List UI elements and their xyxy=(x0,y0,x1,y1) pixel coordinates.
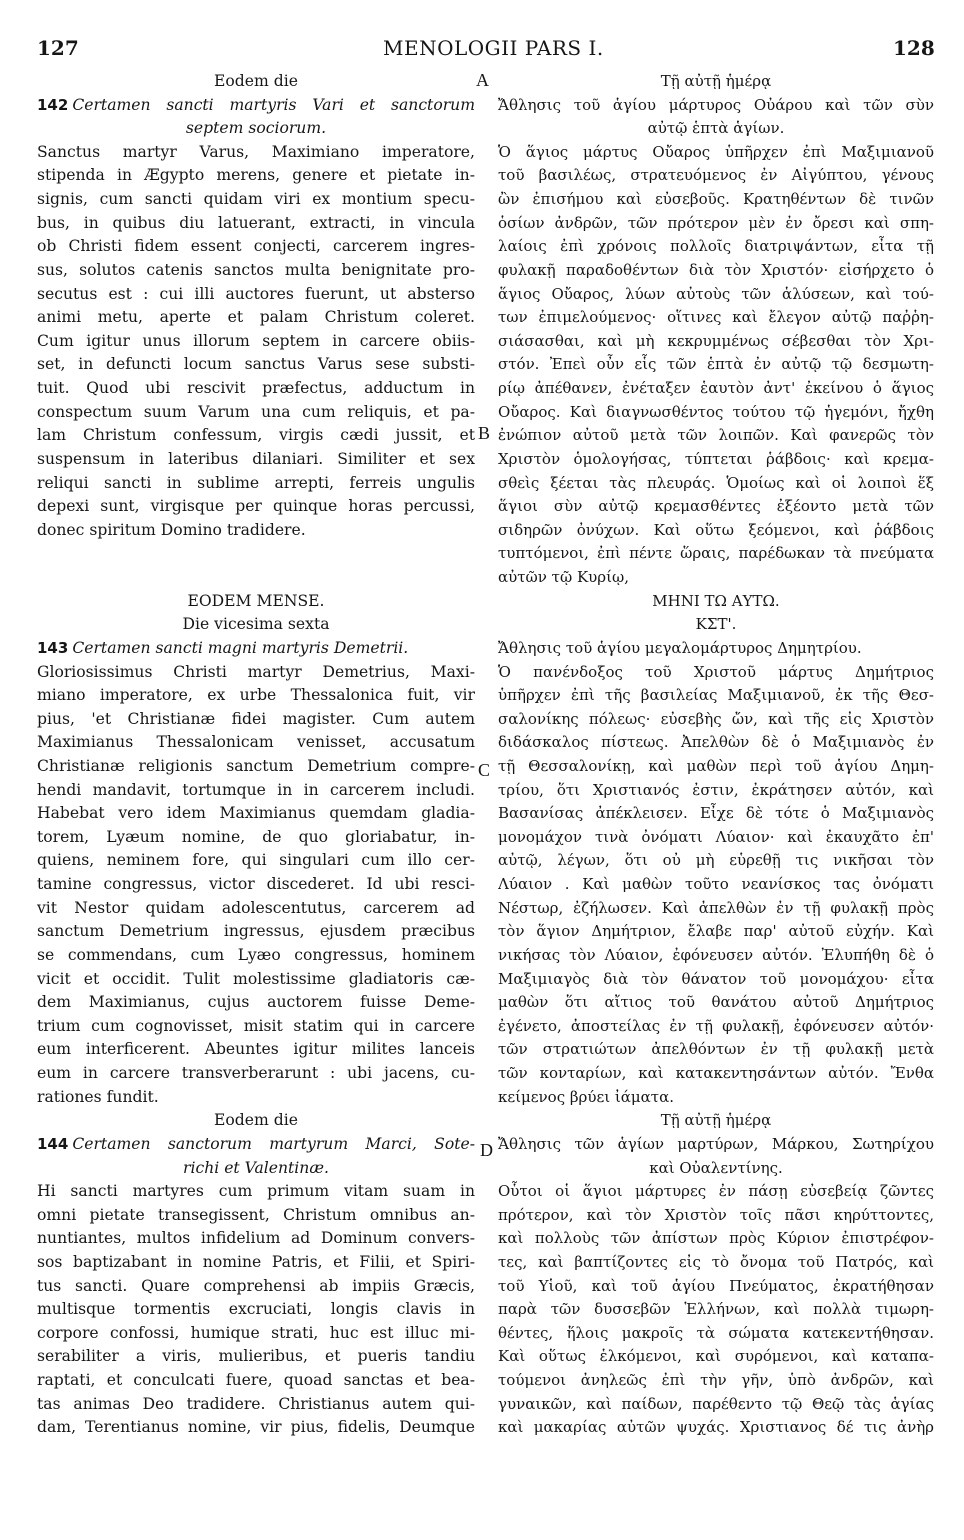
latin-text-line xyxy=(37,566,475,590)
greek-text-line xyxy=(498,495,934,519)
latin-line-text: raptati, et conculcati fuere, quoad sanctas et bea- xyxy=(37,1371,475,1390)
latin-text-line xyxy=(37,661,475,685)
greek-text-line xyxy=(498,448,934,472)
greek-text-line xyxy=(498,1062,934,1086)
latin-text-line xyxy=(37,1204,475,1228)
greek-line-text: τὸν ἅγιον Δημήτριον, ἔλαβε παρ' αὐτοῦ εὐχήν. Καὶ xyxy=(498,922,934,941)
greek-line-text: Οὔαρος. Καὶ διαγνωσθέντος τούτου τῷ ἡγεμόνι, ἤχθη xyxy=(498,402,934,421)
latin-text-line xyxy=(37,1062,475,1086)
greek-line-text: ἅγιοι σὺν αὐτῷ κρεμασθέντες ἐξέοντο μετὰ τῶν xyxy=(498,497,934,516)
greek-line-text: σιάσασθαι, καὶ μὴ κεκρυμμένως σέβεσθαι τὸν Χρι- xyxy=(498,331,934,350)
latin-line-text: Eodem die xyxy=(214,72,298,90)
latin-line-text: richi et Valentinæ. xyxy=(183,1158,329,1177)
greek-text-line xyxy=(498,542,934,566)
greek-text-line xyxy=(498,1157,934,1181)
greek-text-line xyxy=(498,70,934,94)
latin-line-text: reliqui sancti in sublime arrepti, ferreis ungulis xyxy=(37,473,475,492)
greek-line-text: Μαξιμιαγὸς διὰ τὸν θάνατον τοῦ μονομάχου· εἶτα xyxy=(498,969,934,988)
margin-letter-c: C xyxy=(478,760,491,780)
greek-text-line xyxy=(498,920,934,944)
greek-line-text: αὐτῷ ἑπτὰ ἁγίων. xyxy=(647,119,785,138)
latin-text-line xyxy=(37,377,475,401)
greek-line-text: των ἐπιμελούμενος· οἵτινες καὶ ἔλεγον αὐτῷ παῤῥη- xyxy=(498,308,934,327)
greek-line-text: σιδηρῶν ὀνύχων. Καὶ οὕτω ξεόμενοι, καὶ ῥάβδοις xyxy=(498,520,934,539)
greek-line-text: ἐγένετο, ἀποστείλας ἐν τῇ φυλακῇ, ἐφόνευσεν αὐτόν· xyxy=(498,1016,934,1035)
latin-line-text: septem sociorum. xyxy=(185,119,327,138)
latin-line-text: EODEM MENSE. xyxy=(187,591,325,610)
latin-line-text: Hi sancti martyres cum primum vitam suam in xyxy=(37,1182,475,1201)
latin-text-line xyxy=(37,826,475,850)
latin-text-line xyxy=(37,306,475,330)
latin-text-line xyxy=(37,684,475,708)
greek-line-text: ὢν ἐπισήμου καὶ εὐσεβοῦς. Κρατηθέντων δὲ τινῶν xyxy=(498,190,934,209)
latin-line-text: quiens, neminem fore, qui singulari cum illo cer- xyxy=(37,851,475,870)
greek-text-line xyxy=(498,1322,934,1346)
greek-line-text: Τῇ αὐτῇ ἡμέρᾳ xyxy=(660,72,772,90)
greek-text-line xyxy=(498,164,934,188)
greek-line-text: τῇ Θεσσαλονίκῃ, καὶ μαθὼν περὶ τοῦ ἁγίου Δημη- xyxy=(498,756,934,775)
greek-text-line xyxy=(498,1109,934,1133)
latin-line-text: serabiliter a viris, mulieribus, et pueris tandiu xyxy=(37,1347,475,1366)
greek-line-text: ΜΗΝΙ ΤΩ ΑΥΤΩ. xyxy=(652,591,780,610)
greek-text-line xyxy=(498,1227,934,1251)
latin-line-text: tamine congressus, victor discederet. Id ubi resci- xyxy=(37,875,475,894)
greek-text-line xyxy=(498,944,934,968)
greek-text-line xyxy=(498,117,934,141)
greek-text-line xyxy=(498,1180,934,1204)
greek-line-text: τῶν στρατιώτων ἀπελθόντων ἐν τῇ φυλακῇ μετὰ xyxy=(498,1040,934,1059)
latin-line-text: Die vicesima sexta xyxy=(182,615,330,634)
latin-text-line xyxy=(37,1322,475,1346)
latin-text-line xyxy=(37,873,475,897)
entry-number: 144 xyxy=(37,1134,69,1153)
latin-text-line xyxy=(37,1038,475,1062)
latin-text-line xyxy=(37,94,475,118)
margin-letter-b: B xyxy=(478,423,491,443)
latin-line-text: Sanctus martyr Varus, Maximiano imperatore, xyxy=(37,142,475,161)
latin-text-line xyxy=(37,164,475,188)
greek-line-text: στόν. Ἐπεὶ οὖν εἷς τῶν ἑπτὰ ἐν αὐτῷ τῷ δεσμωτη- xyxy=(498,355,934,374)
greek-line-text: μονομάχον τινὰ ὀνόματι Λύαιον· καὶ ἐκαυχᾶτο ἐπ' xyxy=(498,827,934,846)
latin-text-line xyxy=(37,637,475,661)
latin-line-text: eum in carcere transverberarunt : ubi jacens, cu- xyxy=(37,1064,475,1083)
latin-line-text: pius, 'et Christianæ fidei magister. Cum autem xyxy=(37,709,475,728)
latin-line-text: conspectum suum Varum una cum reliquis, et pa- xyxy=(37,402,475,421)
greek-line-text: τοῦ βασιλέως, στρατευόμενος ἐν Αἰγύπτου, γένους xyxy=(498,166,934,185)
latin-text-line xyxy=(37,1275,475,1299)
greek-line-text: ρίῳ ἀπέθανεν, ἐνέταξεν ἑαυτὸν ἀντ' ἐκείνου ὁ ἅγιος xyxy=(498,379,934,398)
greek-line-text: λαίοις ἐπὶ χρόνοις πολλοῖς διατριψάντων, εἶτα τῇ xyxy=(498,237,934,256)
latin-line-text: Certamen sancti magni martyris Demetrii. xyxy=(72,638,409,657)
latin-text-line xyxy=(37,1298,475,1322)
latin-line-text: sus, solutos catenis sanctos multa benignitate pro- xyxy=(37,260,475,279)
greek-text-line xyxy=(498,1298,934,1322)
greek-line-text: φυλακῇ παραδοθέντων διὰ τὸν Χριστόν· εἰσήρχετο ὁ xyxy=(498,260,934,279)
greek-text-line xyxy=(498,424,934,448)
greek-line-text: Καὶ οὕτως ἑλκόμενοι, καὶ συρόμενοι, καὶ καταπα- xyxy=(498,1347,934,1366)
latin-line-text: miano imperatore, ex urbe Thessalonica fuit, vir xyxy=(37,686,475,705)
greek-text-line xyxy=(498,991,934,1015)
greek-text-line xyxy=(498,1345,934,1369)
greek-line-text: Ἄθλησις τοῦ ἁγίου μεγαλομάρτυρος Δημητρίου. xyxy=(498,638,862,657)
greek-text-line xyxy=(498,613,934,637)
greek-line-text: Λύαιον . Καὶ μαθὼν τοῦτο νεανίσκος τας ὀνόματι xyxy=(498,875,934,894)
latin-line-text: multisque tormentis excruciati, longis clavis in xyxy=(37,1300,475,1319)
greek-text-line xyxy=(498,1416,934,1440)
greek-text-line xyxy=(498,897,934,921)
greek-text-line xyxy=(498,1369,934,1393)
greek-text-line xyxy=(498,779,934,803)
latin-text-line xyxy=(37,802,475,826)
latin-text-line xyxy=(37,330,475,354)
latin-line-text: Certamen sanctorum martyrum Marci, Sote- xyxy=(72,1134,475,1153)
latin-text-line xyxy=(37,1416,475,1440)
latin-line-text: se commendans, cum Lyæo congressus, hominem xyxy=(37,945,475,964)
latin-line-text: suspensum in lateribus dilaniari. Similiter et sex xyxy=(37,449,475,468)
latin-text-line xyxy=(37,1369,475,1393)
greek-line-text: τῶν κονταρίων, καὶ κατακεντησάντων αὐτόν. Ἔνθα xyxy=(498,1064,934,1083)
greek-line-text: σθεὶς ξέεται τὰς πλευράς. Ὁμοίως καὶ οἱ λοιποὶ ἕξ xyxy=(498,473,934,492)
latin-line-text: Maximianus Thessalonicam venisset, accusatum xyxy=(37,733,475,752)
greek-text-line xyxy=(498,590,934,614)
latin-line-text: sanctum Demetrium ingressus, ejusdem præcibus xyxy=(37,922,475,941)
greek-text-line xyxy=(498,472,934,496)
latin-text-line xyxy=(37,1393,475,1417)
greek-line-text: Ὁ ἅγιος μάρτυς Οὔαρος ὑπῆρχεν ἐπὶ Μαξιμιανοῦ xyxy=(498,142,934,161)
latin-text-line xyxy=(37,259,475,283)
latin-text-line xyxy=(37,1157,475,1181)
latin-line-text: corpore confossi, humique strati, huc est illuc mi- xyxy=(37,1323,475,1342)
latin-line-text: lam Christum confessum, virgis cædi jussit, et xyxy=(37,426,475,445)
latin-text-line xyxy=(37,117,475,141)
latin-text-line xyxy=(37,613,475,637)
greek-line-text: τούμενοι ἀνηλεῶς ἐπὶ τὴν γῆν, ὑπὸ ἀνδρῶν, καὶ xyxy=(498,1371,934,1390)
greek-line-text: παρὰ τῶν δυσσεβῶν Ἑλλήνων, καὶ πολλὰ τιμωρη- xyxy=(498,1300,934,1319)
latin-text-line xyxy=(37,542,475,566)
latin-line-text: secutus est : cui illi auctores fuerunt, ut absterso xyxy=(37,284,475,303)
latin-text-line xyxy=(37,1251,475,1275)
greek-text-line xyxy=(498,1015,934,1039)
latin-text-line xyxy=(37,708,475,732)
greek-line-text: μαθὼν ὅτι αἴτιος τοῦ θανάτου αὐτοῦ Δημήτριος xyxy=(498,993,934,1012)
latin-text-line xyxy=(37,70,475,94)
greek-text-line xyxy=(498,802,934,826)
greek-text-line xyxy=(498,330,934,354)
page-number-right: 128 xyxy=(893,36,935,60)
latin-line-text: tuit. Quod ubi rescivit præfectus, adductum in xyxy=(37,379,475,398)
greek-text-line xyxy=(498,849,934,873)
latin-line-text: Christianæ religionis sanctum Demetrium compre- xyxy=(37,756,475,775)
latin-line-text: sos baptizabant in nomine Patris, et Filii, et Spiri- xyxy=(37,1253,475,1271)
latin-line-text: Eodem die xyxy=(214,1111,298,1130)
latin-line-text: torem, Lyæum nomine, de quo gloriabatur, in- xyxy=(37,827,475,846)
latin-text-line xyxy=(37,141,475,165)
greek-text-line xyxy=(498,661,934,685)
latin-line-text: ob Christi fidem essent conjecti, carcerem ingres- xyxy=(37,237,475,256)
latin-text-line xyxy=(37,1345,475,1369)
latin-text-line xyxy=(37,1180,475,1204)
greek-text-line xyxy=(498,283,934,307)
greek-line-text: κείμενος βρύει ἰάματα. xyxy=(498,1087,674,1106)
latin-line-text: stipenda in Ægypto merens, genere et pietate in- xyxy=(37,166,475,185)
greek-line-text: καὶ Οὐαλεντίνης. xyxy=(649,1158,783,1177)
latin-text-line xyxy=(37,188,475,212)
latin-text-line xyxy=(37,944,475,968)
greek-text-line xyxy=(498,188,934,212)
greek-text-line xyxy=(498,259,934,283)
greek-text-line xyxy=(498,235,934,259)
latin-text-line xyxy=(37,424,475,448)
greek-text-line xyxy=(498,1038,934,1062)
margin-letter-d: D xyxy=(480,1140,493,1160)
greek-text-line xyxy=(498,1275,934,1299)
greek-text-line xyxy=(498,684,934,708)
greek-line-text: πρότερον, καὶ τὸν Χριστὸν τοῖς πᾶσι κηρύττοντες, xyxy=(498,1205,934,1224)
latin-line-text: Cum igitur unus illorum septem in carcere obiis- xyxy=(37,331,475,350)
latin-text-line xyxy=(37,353,475,377)
greek-text-line xyxy=(498,826,934,850)
latin-text-line xyxy=(37,1015,475,1039)
greek-line-text: Νέστωρ, ἐζήλωσεν. Καὶ ἀπελθὼν ἐν τῇ φυλακῇ πρὸς xyxy=(498,898,934,917)
page-number-left: 127 xyxy=(37,36,79,60)
latin-text-line xyxy=(37,779,475,803)
greek-line-text: αὐτῷ, λέγων, ὅτι οὐ μὴ εὑρεθῇ τις νικῆσαι τὸν xyxy=(498,851,934,870)
latin-text-line xyxy=(37,495,475,519)
greek-text-line xyxy=(498,141,934,165)
greek-line-text: καὶ πολλοὺς τῶν ἀπίστων πρὸς Κύριον ἐπιστρέφον- xyxy=(498,1229,934,1248)
greek-line-text: γυναικῶν, καὶ παίδων, παρέθεντο τῷ Θεῷ τὰς ἁγίας xyxy=(498,1394,934,1413)
latin-text-line xyxy=(37,590,475,614)
greek-text-line xyxy=(498,1204,934,1228)
latin-line-text: donec spiritum Domino tradidere. xyxy=(37,520,306,539)
latin-text-line xyxy=(37,755,475,779)
greek-line-text: τοῦ Υἱοῦ, καὶ τοῦ ἁγίου Πνεύματος, ἐκρατήθησαν xyxy=(498,1276,934,1295)
latin-line-text: trium cum cognovisset, misit statim qui in carcere xyxy=(37,1016,475,1035)
latin-text-line xyxy=(37,897,475,921)
latin-text-line xyxy=(37,448,475,472)
latin-line-text: Certamen sancti martyris Vari et sanctorum xyxy=(72,95,475,114)
margin-letter-a: A xyxy=(476,70,489,90)
latin-line-text: animi metu, aperte et palam Christum coleret. xyxy=(37,308,475,327)
latin-line-text: omni pietate transegissent, Christum omnibus an- xyxy=(37,1205,475,1224)
greek-line-text: ὁσίων ἀνδρῶν, τῶν πρότερον μὲν ἐν ὄρεσι καὶ σπη- xyxy=(498,213,934,232)
entry-number: 142 xyxy=(37,95,69,114)
latin-text-line xyxy=(37,1086,475,1110)
greek-text-line xyxy=(498,755,934,779)
latin-text-line xyxy=(37,401,475,425)
greek-text-line xyxy=(498,708,934,732)
latin-text-line xyxy=(37,920,475,944)
latin-line-text: dem Maximianus, cujus auctorem fuisse Deme- xyxy=(37,993,475,1012)
latin-line-text: bus, in quibus diu latuerant, extracti, in vincula xyxy=(37,213,475,232)
latin-text-line xyxy=(37,519,475,543)
greek-line-text: σαλονίκης πόλεως· εὐσεβὴς ὤν, καὶ τῆς εἰς Χριστὸν xyxy=(498,709,934,728)
greek-text-line xyxy=(498,377,934,401)
greek-line-text: ἐνώπιον αὐτοῦ μετὰ τῶν λοιπῶν. Καὶ φανερῶς τὸν xyxy=(498,426,934,445)
latin-line-text: tus sancti. Quare comprehensi ab impiis Græcis, xyxy=(37,1276,475,1295)
greek-text-line xyxy=(498,1133,934,1157)
greek-text-line xyxy=(498,1393,934,1417)
greek-text-line xyxy=(498,566,934,590)
latin-text-line xyxy=(37,283,475,307)
greek-text-line xyxy=(498,353,934,377)
greek-line-text: Ἄθλησις τῶν ἁγίων μαρτύρων, Μάρκου, Σωτηρίχου xyxy=(498,1134,934,1153)
greek-text-line xyxy=(498,637,934,661)
latin-text-line xyxy=(37,235,475,259)
latin-text-line xyxy=(37,991,475,1015)
latin-line-text: nuntiantes, multos infidelium ad Dominum convers- xyxy=(37,1229,475,1248)
latin-line-text: Gloriosissimus Christi martyr Demetrius, Maxi- xyxy=(37,662,475,681)
greek-text-line xyxy=(498,1251,934,1275)
greek-line-text: Χριστὸν ὁμολογήσας, τύπτεται ῥάβδοις· καὶ κρεμα- xyxy=(498,449,934,468)
greek-line-text: ΚΣΤ'. xyxy=(695,615,737,634)
greek-text-line xyxy=(498,401,934,425)
greek-line-text: αὐτῶν τῷ Κυρίῳ, xyxy=(498,568,629,587)
greek-text-line xyxy=(498,1086,934,1110)
latin-line-text: hendi mandavit, tortumque in in carcerem includi. xyxy=(37,780,475,799)
latin-text-line xyxy=(37,849,475,873)
greek-text-line xyxy=(498,519,934,543)
greek-line-text: τυπτόμενοι, ἐπὶ πέντε ὥραις, παρέδωκαν τὰ πνεύματα xyxy=(498,544,934,563)
latin-text-line xyxy=(37,212,475,236)
greek-line-text: διδάσκαλος πίστεως. Ἀπελθὼν δὲ ὁ Μαξιμιανὸς ἐν xyxy=(498,733,934,752)
latin-text-line xyxy=(37,731,475,755)
greek-line-text: τρίου, ὅτι Χριστιανός ἐστιν, ἐκράτησεν αὐτόν, καὶ xyxy=(498,780,934,799)
running-title: MENOLOGII PARS I. xyxy=(383,36,604,60)
greek-text-line xyxy=(498,306,934,330)
greek-text-line xyxy=(498,731,934,755)
greek-line-text: Τῇ αὐτῇ ἡμέρᾳ xyxy=(660,1111,772,1130)
greek-line-text: νικήσας τὸν Λύαιον, ἐφόνευσεν αὐτόν. Ἐλυπήθη δὲ ὁ xyxy=(498,945,934,964)
latin-text-line xyxy=(37,1133,475,1157)
latin-line-text: vit Nestor quidam adolescentutus, carcerem ad xyxy=(37,898,475,917)
latin-line-text: Habebat vero idem Maximianus quemdam gladia- xyxy=(37,804,475,823)
latin-line-text: set, in defuncti locum sanctus Varus sese substi- xyxy=(37,355,475,374)
greek-line-text: Βασανίσας ἀπέκλεισεν. Εἶχε δὲ τότε ὁ Μαξιμιανὸς xyxy=(498,804,934,823)
latin-line-text: rationes fundit. xyxy=(37,1087,159,1106)
greek-text-line xyxy=(498,94,934,118)
latin-text-line xyxy=(37,1227,475,1251)
greek-line-text: καὶ μακαρίας αὐτῶν ψυχάς. Χριστιανος δέ τις ἀνὴρ xyxy=(498,1418,934,1437)
greek-line-text: Ὁ πανένδοξος τοῦ Χριστοῦ μάρτυς Δημήτριος xyxy=(498,662,934,681)
latin-text-line xyxy=(37,1109,475,1133)
latin-line-text: tas animas Deo tradidere. Christianus autem qui- xyxy=(37,1394,475,1413)
latin-line-text: dam, Terentianus nomine, vir pius, fidelis, Deumque xyxy=(37,1418,475,1437)
greek-line-text: τες, καὶ βαπτίζοντες εἰς τὸ ὄνομα τοῦ Πατρός, καὶ xyxy=(498,1253,934,1271)
greek-line-text: Ἄθλησις τοῦ ἁγίου μάρτυρος Οὐάρου καὶ τῶν σὺν xyxy=(498,95,934,114)
greek-line-text: ἅγιος Οὔαρος, λύων αὐτοὺς τῶν ἁλύσεων, καὶ τού- xyxy=(498,284,934,303)
latin-text-line xyxy=(37,472,475,496)
greek-text-line xyxy=(498,968,934,992)
latin-line-text: depexi sunt, virgisque per quinque horas percussi, xyxy=(37,497,475,516)
greek-text-line xyxy=(498,873,934,897)
greek-line-text: Οὗτοι οἱ ἅγιοι μάρτυρες ἐν πάσῃ εὐσεβείᾳ ζῶντες xyxy=(498,1182,934,1201)
entry-number: 143 xyxy=(37,638,69,657)
latin-line-text: eum interficerent. Abeuntes igitur milites lanceis xyxy=(37,1040,475,1059)
latin-text-line xyxy=(37,968,475,992)
latin-line-text: vicit et occidit. Tulit molestissime gladiatoris cæ- xyxy=(37,969,475,988)
latin-line-text: signis, cum sancti quidam viri ex montium specu- xyxy=(37,190,475,209)
greek-text-line xyxy=(498,212,934,236)
greek-line-text: ὑπῆρχεν ἐπὶ τῆς βασιλείας Μαξιμιανοῦ, ἐκ τῆς Θεσ- xyxy=(498,686,934,705)
greek-line-text: θέντες, ἥλοις μακροῖς τὰ σώματα κατεκεντήθησαν. xyxy=(498,1323,934,1342)
